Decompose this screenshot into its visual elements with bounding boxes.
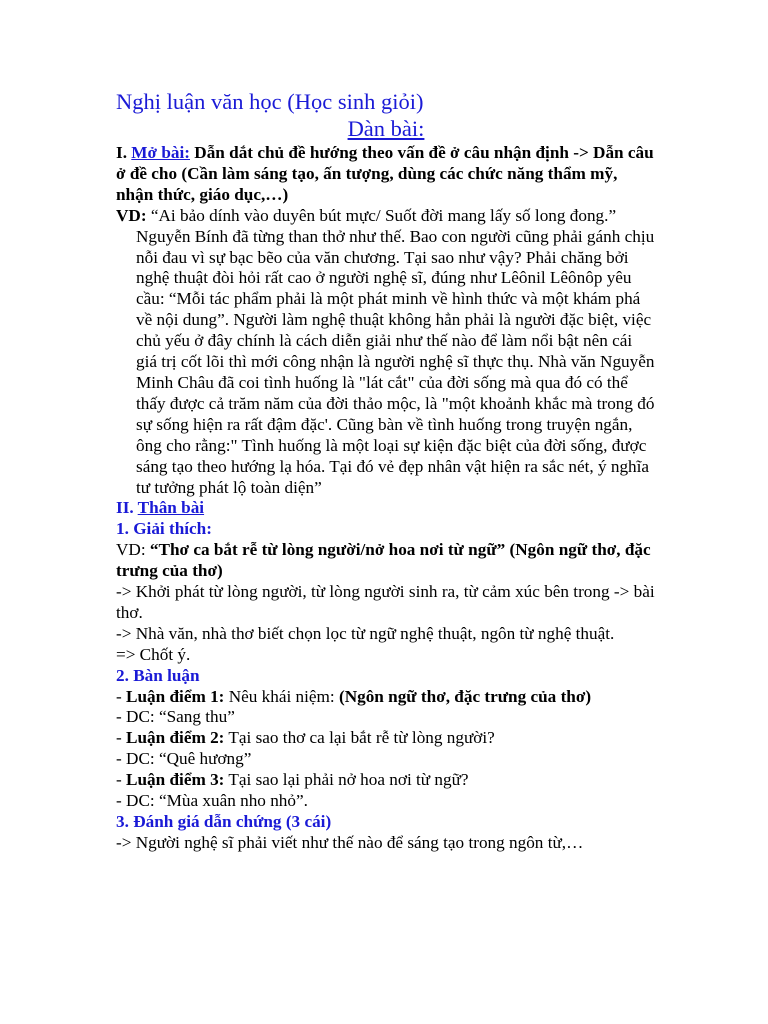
item-bold-tail: (Ngôn ngữ thơ, đặc trưng của thơ) <box>338 686 592 706</box>
subtitle-text: Dàn bài: <box>347 116 425 141</box>
item-label: Luận điểm 1: <box>126 686 225 706</box>
item-label: Luận điểm 2: <box>126 728 225 748</box>
document-title: Nghị luận văn học (Học sinh giỏi) <box>116 89 424 114</box>
part2-item-6 <box>116 791 656 812</box>
part1-line-1: -> Khởi phát từ lòng người, từ lòng người sinh ra, từ cảm xúc bên trong -> bài thơ. <box>116 582 655 622</box>
example-label: VD: <box>116 205 147 225</box>
section-body <box>116 498 656 519</box>
part1-heading: 1. Giải thích: <box>116 519 212 539</box>
section-body-number: II. <box>116 498 138 518</box>
item-prefix: - <box>116 686 127 706</box>
part1-line-2: -> Nhà văn, nhà thơ biết chọn lọc từ ngữ nghệ thuật, ngôn từ nghệ thuật. <box>116 623 615 643</box>
item-text: Tại sao thơ ca lại bắt rễ từ lòng người? <box>224 728 495 748</box>
section-intro <box>116 143 656 206</box>
item-text: DC: “Quê hương” <box>126 749 252 769</box>
item-label: Luận điểm 3: <box>126 770 225 790</box>
part1-vd-label: VD: <box>116 540 150 560</box>
part1-line-3: => Chốt ý. <box>116 644 191 664</box>
item-prefix: - <box>116 791 127 811</box>
section-body-heading-link[interactable]: Thân bài <box>137 498 205 518</box>
item-prefix: - <box>116 728 127 748</box>
item-text: DC: “Mùa xuân nho nhỏ”. <box>126 791 308 811</box>
section-intro-number: I. <box>116 143 132 162</box>
part2-item-4 <box>116 749 656 770</box>
item-text: Tại sao lại phải nở hoa nơi từ ngữ? <box>224 770 469 790</box>
item-prefix: - <box>116 749 127 769</box>
part2-heading: 2. Bàn luận <box>116 665 200 685</box>
item-text: DC: “Sang thu” <box>126 707 235 727</box>
part1-example <box>116 540 656 582</box>
example-paragraph <box>116 206 656 499</box>
part2-item-1 <box>116 687 656 708</box>
item-prefix: - <box>116 707 127 727</box>
item-prefix: - <box>116 770 127 790</box>
part2-item-3 <box>116 728 656 749</box>
part3-heading: 3. Đánh giá dẫn chứng (3 cái) <box>116 812 332 831</box>
section-intro-text: Dẫn dắt chủ đề hướng theo vấn đề ở câu nhận định -> Dẫn câu ở đề cho (Cần làm sáng tạo, ấn tượng, dùng các chức năng thẩm mỹ, nhận thức, giáo dục,…) <box>116 143 654 204</box>
part2-item-5 <box>116 770 656 791</box>
part3-line-1: -> Người nghệ sĩ phải viết như thế nào để sáng tạo trong ngôn từ,… <box>116 832 584 852</box>
example-text: “Ai bảo dính vào duyên bút mực/ Suốt đời mang lấy số long đong.” Nguyễn Bính đã từng than thở như thế. Bao con người cũng phải gánh chịu nỗi đau vì sự bạc bẽo của văn chương. Tại sao như vậy? Phải chăng bởi nghệ thuật đòi hỏi rất cao ở người nghệ sĩ, đúng như Lêônil Lêônôp yêu cầu: “Mỗi tác phẩm phải là một phát minh về hình thức và một khám phá về nội dung”. Người làm nghệ thuật không hẳn phải là người đặc biệt, việc chủ yếu ở đây chính là cách diễn giải như thế nào để làm nổi bật nên cái giá trị cốt lõi thì mới công nhận là người nghệ sĩ thực thụ. Nhà văn Nguyễn Minh Châu đã coi tình huống là "lát cắt" của đời sống mà qua đó có thể thấy được cả trăm năm của đời thảo mộc, là "một khoảnh khắc mà trong đó sự sống hiện ra rất đậm đặc'. Cũng bàn về tình huống trong truyện ngắn, ông cho rằng:" Tình huống là một loại sự kiện đặc biệt của đời sống, được sáng tạo theo hướng lạ hóa. Tại đó vẻ đẹp nhân vật hiện ra sắc nét, ý nghĩa tư tưởng phát lộ toàn diện” <box>136 205 655 497</box>
document-subtitle <box>116 115 656 142</box>
part1-vd-text: “Thơ ca bắt rễ từ lòng người/nở hoa nơi từ ngữ” (Ngôn ngữ thơ, đặc trưng của thơ) <box>116 540 651 581</box>
item-text: Nêu khái niệm: <box>224 686 339 706</box>
document-body <box>116 88 656 854</box>
section-intro-heading-link[interactable]: Mở bài: <box>131 143 190 162</box>
part2-item-2 <box>116 707 656 728</box>
